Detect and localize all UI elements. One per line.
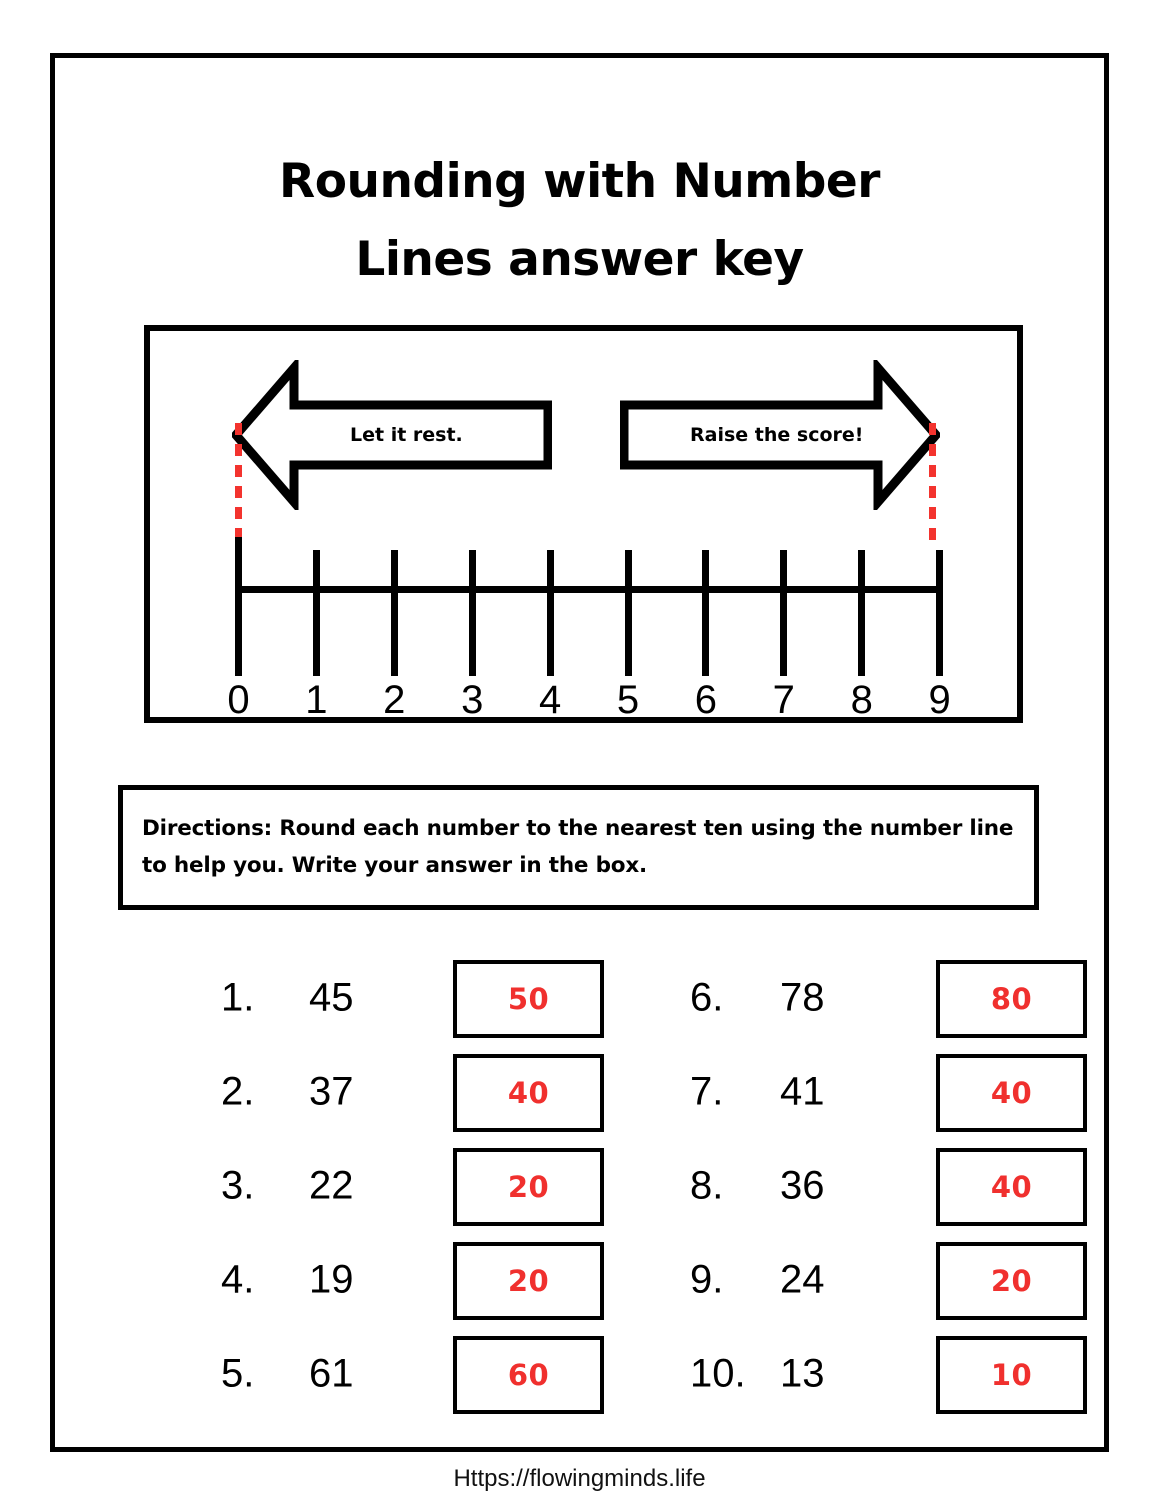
answer-text: 40 (990, 1170, 1033, 1204)
problem-row (119, 1336, 619, 1414)
number-line-tick (235, 537, 242, 676)
problem-number: 10. (690, 1351, 746, 1396)
number-line-tick-label: 4 (538, 678, 562, 722)
problem-value: 61 (309, 1351, 354, 1396)
number-line-axis (235, 586, 936, 593)
answer-text: 20 (507, 1264, 550, 1298)
problem-row (119, 1242, 619, 1320)
answer-text: 40 (507, 1076, 550, 1110)
answer-box[interactable] (936, 1336, 1087, 1414)
left-arrow-shape (232, 360, 552, 510)
answer-box[interactable] (453, 1242, 604, 1320)
number-line-tick-label: 6 (694, 678, 718, 722)
number-line-tick-label: 5 (616, 678, 640, 722)
problem-number: 9. (690, 1257, 724, 1302)
problem-value: 36 (780, 1163, 825, 1208)
problems-column-right (600, 960, 1100, 1450)
number-line-panel (144, 325, 1023, 723)
answer-text: 40 (990, 1076, 1033, 1110)
problem-value: 13 (780, 1351, 825, 1396)
problem-number: 5. (221, 1351, 255, 1396)
answer-text: 50 (507, 982, 550, 1016)
page-title-line-1: Rounding with Number (279, 154, 880, 209)
number-line-tick-label: 8 (850, 678, 873, 722)
answer-text: 60 (507, 1358, 550, 1392)
answer-box[interactable] (453, 1148, 604, 1226)
number-line-tick (469, 550, 476, 676)
answer-text: 20 (990, 1264, 1033, 1298)
number-line-tick-label: 3 (461, 678, 484, 722)
problem-value: 45 (309, 975, 354, 1020)
worksheet-page-frame (50, 53, 1109, 1452)
answer-box[interactable] (936, 1148, 1087, 1226)
page-title-line-2: Lines answer key (355, 231, 804, 287)
problem-value: 24 (780, 1257, 825, 1302)
right-arrow-shape (620, 360, 940, 510)
number-line-tick (391, 550, 398, 676)
problem-number: 6. (690, 975, 724, 1020)
problem-row (119, 960, 619, 1038)
problem-value: 78 (780, 975, 825, 1020)
directions-box (118, 785, 1039, 910)
page-title (55, 143, 1104, 298)
red-dashed-marker-left (235, 423, 242, 546)
number-line-tick (547, 550, 554, 676)
problem-value: 41 (780, 1069, 825, 1114)
left-arrow-label: Let it rest. (350, 424, 463, 446)
problem-value: 22 (309, 1163, 354, 1208)
problem-row (600, 1054, 1100, 1132)
answer-box[interactable] (936, 1242, 1087, 1320)
problems-column-left (119, 960, 619, 1450)
problem-number: 7. (690, 1069, 724, 1114)
problem-row (600, 1148, 1100, 1226)
answer-text: 80 (990, 982, 1033, 1016)
right-arrow-label: Raise the score! (690, 424, 864, 446)
answer-box[interactable] (936, 960, 1087, 1038)
problem-number: 3. (221, 1163, 255, 1208)
problem-number: 8. (690, 1163, 724, 1208)
problems-area (55, 960, 1104, 1450)
problem-row (600, 1242, 1100, 1320)
number-line-tick (313, 550, 320, 676)
problem-row (119, 1054, 619, 1132)
answer-text: 10 (990, 1358, 1033, 1392)
problem-row (119, 1148, 619, 1226)
number-line-tick-label: 2 (383, 678, 406, 722)
problem-value: 19 (309, 1257, 354, 1302)
answer-box[interactable] (453, 960, 604, 1038)
problem-number: 1. (221, 975, 255, 1020)
number-line-tick-label: 7 (772, 678, 795, 722)
footer-url: Https://flowingminds.life (453, 1465, 706, 1492)
number-line-tick (936, 550, 943, 676)
answer-text: 20 (507, 1170, 550, 1204)
directions-text: Directions: Round each number to the nearest ten using the number line to help you. Write your answer in the box. (142, 816, 1014, 878)
answer-box[interactable] (453, 1336, 604, 1414)
answer-box[interactable] (936, 1054, 1087, 1132)
number-line-tick (702, 550, 709, 676)
problem-row (600, 1336, 1100, 1414)
number-line-tick-label: 1 (305, 678, 328, 722)
problem-row (600, 960, 1100, 1038)
number-line-tick-label: 0 (227, 678, 250, 722)
red-dashed-marker-right (929, 423, 936, 546)
problem-number: 4. (221, 1257, 255, 1302)
number-line-tick (780, 550, 787, 676)
answer-box[interactable] (453, 1054, 604, 1132)
problem-value: 37 (309, 1069, 354, 1114)
number-line-tick-label: 9 (928, 678, 951, 722)
number-line-tick (858, 550, 865, 676)
number-line-tick (625, 550, 632, 676)
problem-number: 2. (221, 1069, 255, 1114)
